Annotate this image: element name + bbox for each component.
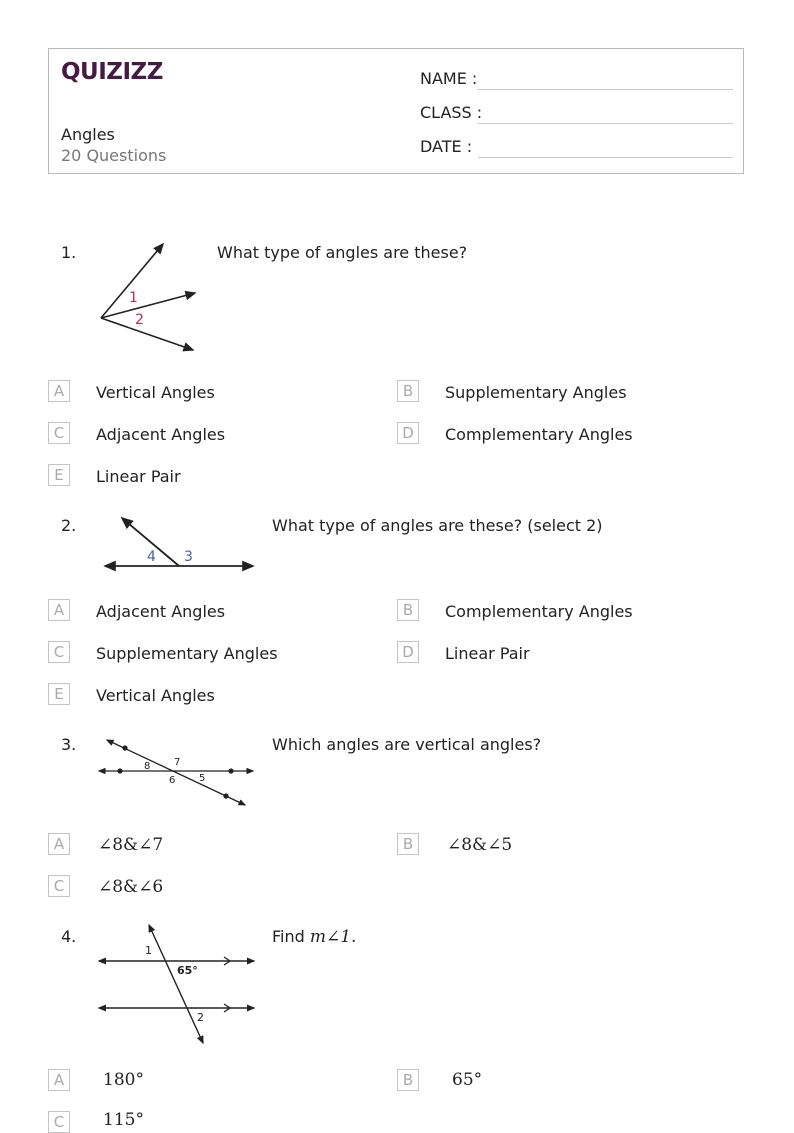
q4-option-c-letter[interactable]: C [48,1111,70,1133]
angle-label-3: 3 [184,549,193,565]
q1-option-a-letter[interactable]: A [48,380,70,402]
ray-upper [101,244,163,318]
question-4-text-prefix: Find [272,927,310,946]
q1-option-c-letter[interactable]: C [48,422,70,444]
q1-option-b-text: Supplementary Angles [445,383,627,402]
q2-option-a-text: Adjacent Angles [96,602,226,621]
worksheet-title: Angles [61,125,115,144]
name-label: NAME : [420,69,478,88]
angle-label-1: 1 [129,290,138,306]
question-3-figure [95,735,260,810]
q4-option-c-text: 115° [103,1110,144,1130]
worksheet-header [48,48,744,174]
question-count: 20 Questions [61,146,167,165]
q3-option-b-text: ∠8&∠5 [447,835,513,855]
question-4-number: 4. [61,927,77,946]
q4-option-a-text: 180° [103,1070,144,1090]
q2-option-b-letter[interactable]: B [397,599,419,621]
q1-option-b-letter[interactable]: B [397,380,419,402]
question-3-number: 3. [61,735,77,754]
angle-label-2: 2 [135,312,144,328]
q2-option-b-text: Complementary Angles [445,602,633,621]
q2-option-c-text: Supplementary Angles [96,644,278,663]
question-1-figure [95,238,205,356]
q3-option-a-text: ∠8&∠7 [98,835,164,855]
angle-label-65: 65° [177,964,198,977]
q2-option-d-text: Linear Pair [445,644,530,663]
q1-option-d-text: Complementary Angles [445,425,633,444]
q1-option-c-text: Adjacent Angles [96,425,226,444]
q4-option-a-letter[interactable]: A [48,1069,70,1091]
transversal-line [149,925,203,1043]
angle-label-1: 1 [145,944,152,957]
q4-option-b-text: 65° [452,1070,483,1090]
angle-label-6: 6 [169,775,176,786]
question-2-figure [97,510,262,576]
q3-option-c-text: ∠8&∠6 [98,877,164,897]
q2-option-a-letter[interactable]: A [48,599,70,621]
q2-option-e-text: Vertical Angles [96,686,215,705]
q1-option-d-letter[interactable]: D [397,422,419,444]
question-4-text-math: m∠1. [309,927,357,947]
question-1-number: 1. [61,243,77,262]
date-line[interactable] [478,157,733,158]
q2-option-d-letter[interactable]: D [397,641,419,663]
class-label: CLASS : [420,103,483,122]
q1-option-a-text: Vertical Angles [96,383,215,402]
angle-label-7: 7 [174,757,181,768]
ray-lower [101,318,193,350]
q3-option-c-letter[interactable]: C [48,875,70,897]
angle-label-2: 2 [197,1011,204,1024]
q1-option-e-letter[interactable]: E [48,464,70,486]
name-line[interactable] [478,89,733,90]
question-2-text: What type of angles are these? (select 2) [272,516,603,535]
question-2-number: 2. [61,516,77,535]
angle-label-5: 5 [199,773,206,784]
angle-label-8: 8 [144,761,151,772]
q3-option-b-letter[interactable]: B [397,833,419,855]
question-1-text: What type of angles are these? [217,243,468,262]
q2-option-e-letter[interactable]: E [48,683,70,705]
date-label: DATE : [420,137,473,156]
q4-option-b-letter[interactable]: B [397,1069,419,1091]
angle-label-4: 4 [147,549,156,565]
question-4-figure [95,920,260,1048]
q2-option-c-letter[interactable]: C [48,641,70,663]
q1-option-e-text: Linear Pair [96,467,181,486]
quizizz-logo: QUIZIZZ [61,59,163,85]
ray-middle [101,293,195,318]
q3-option-a-letter[interactable]: A [48,833,70,855]
question-4-text [272,927,356,947]
class-line[interactable] [478,123,733,124]
question-3-text: Which angles are vertical angles? [272,735,542,754]
